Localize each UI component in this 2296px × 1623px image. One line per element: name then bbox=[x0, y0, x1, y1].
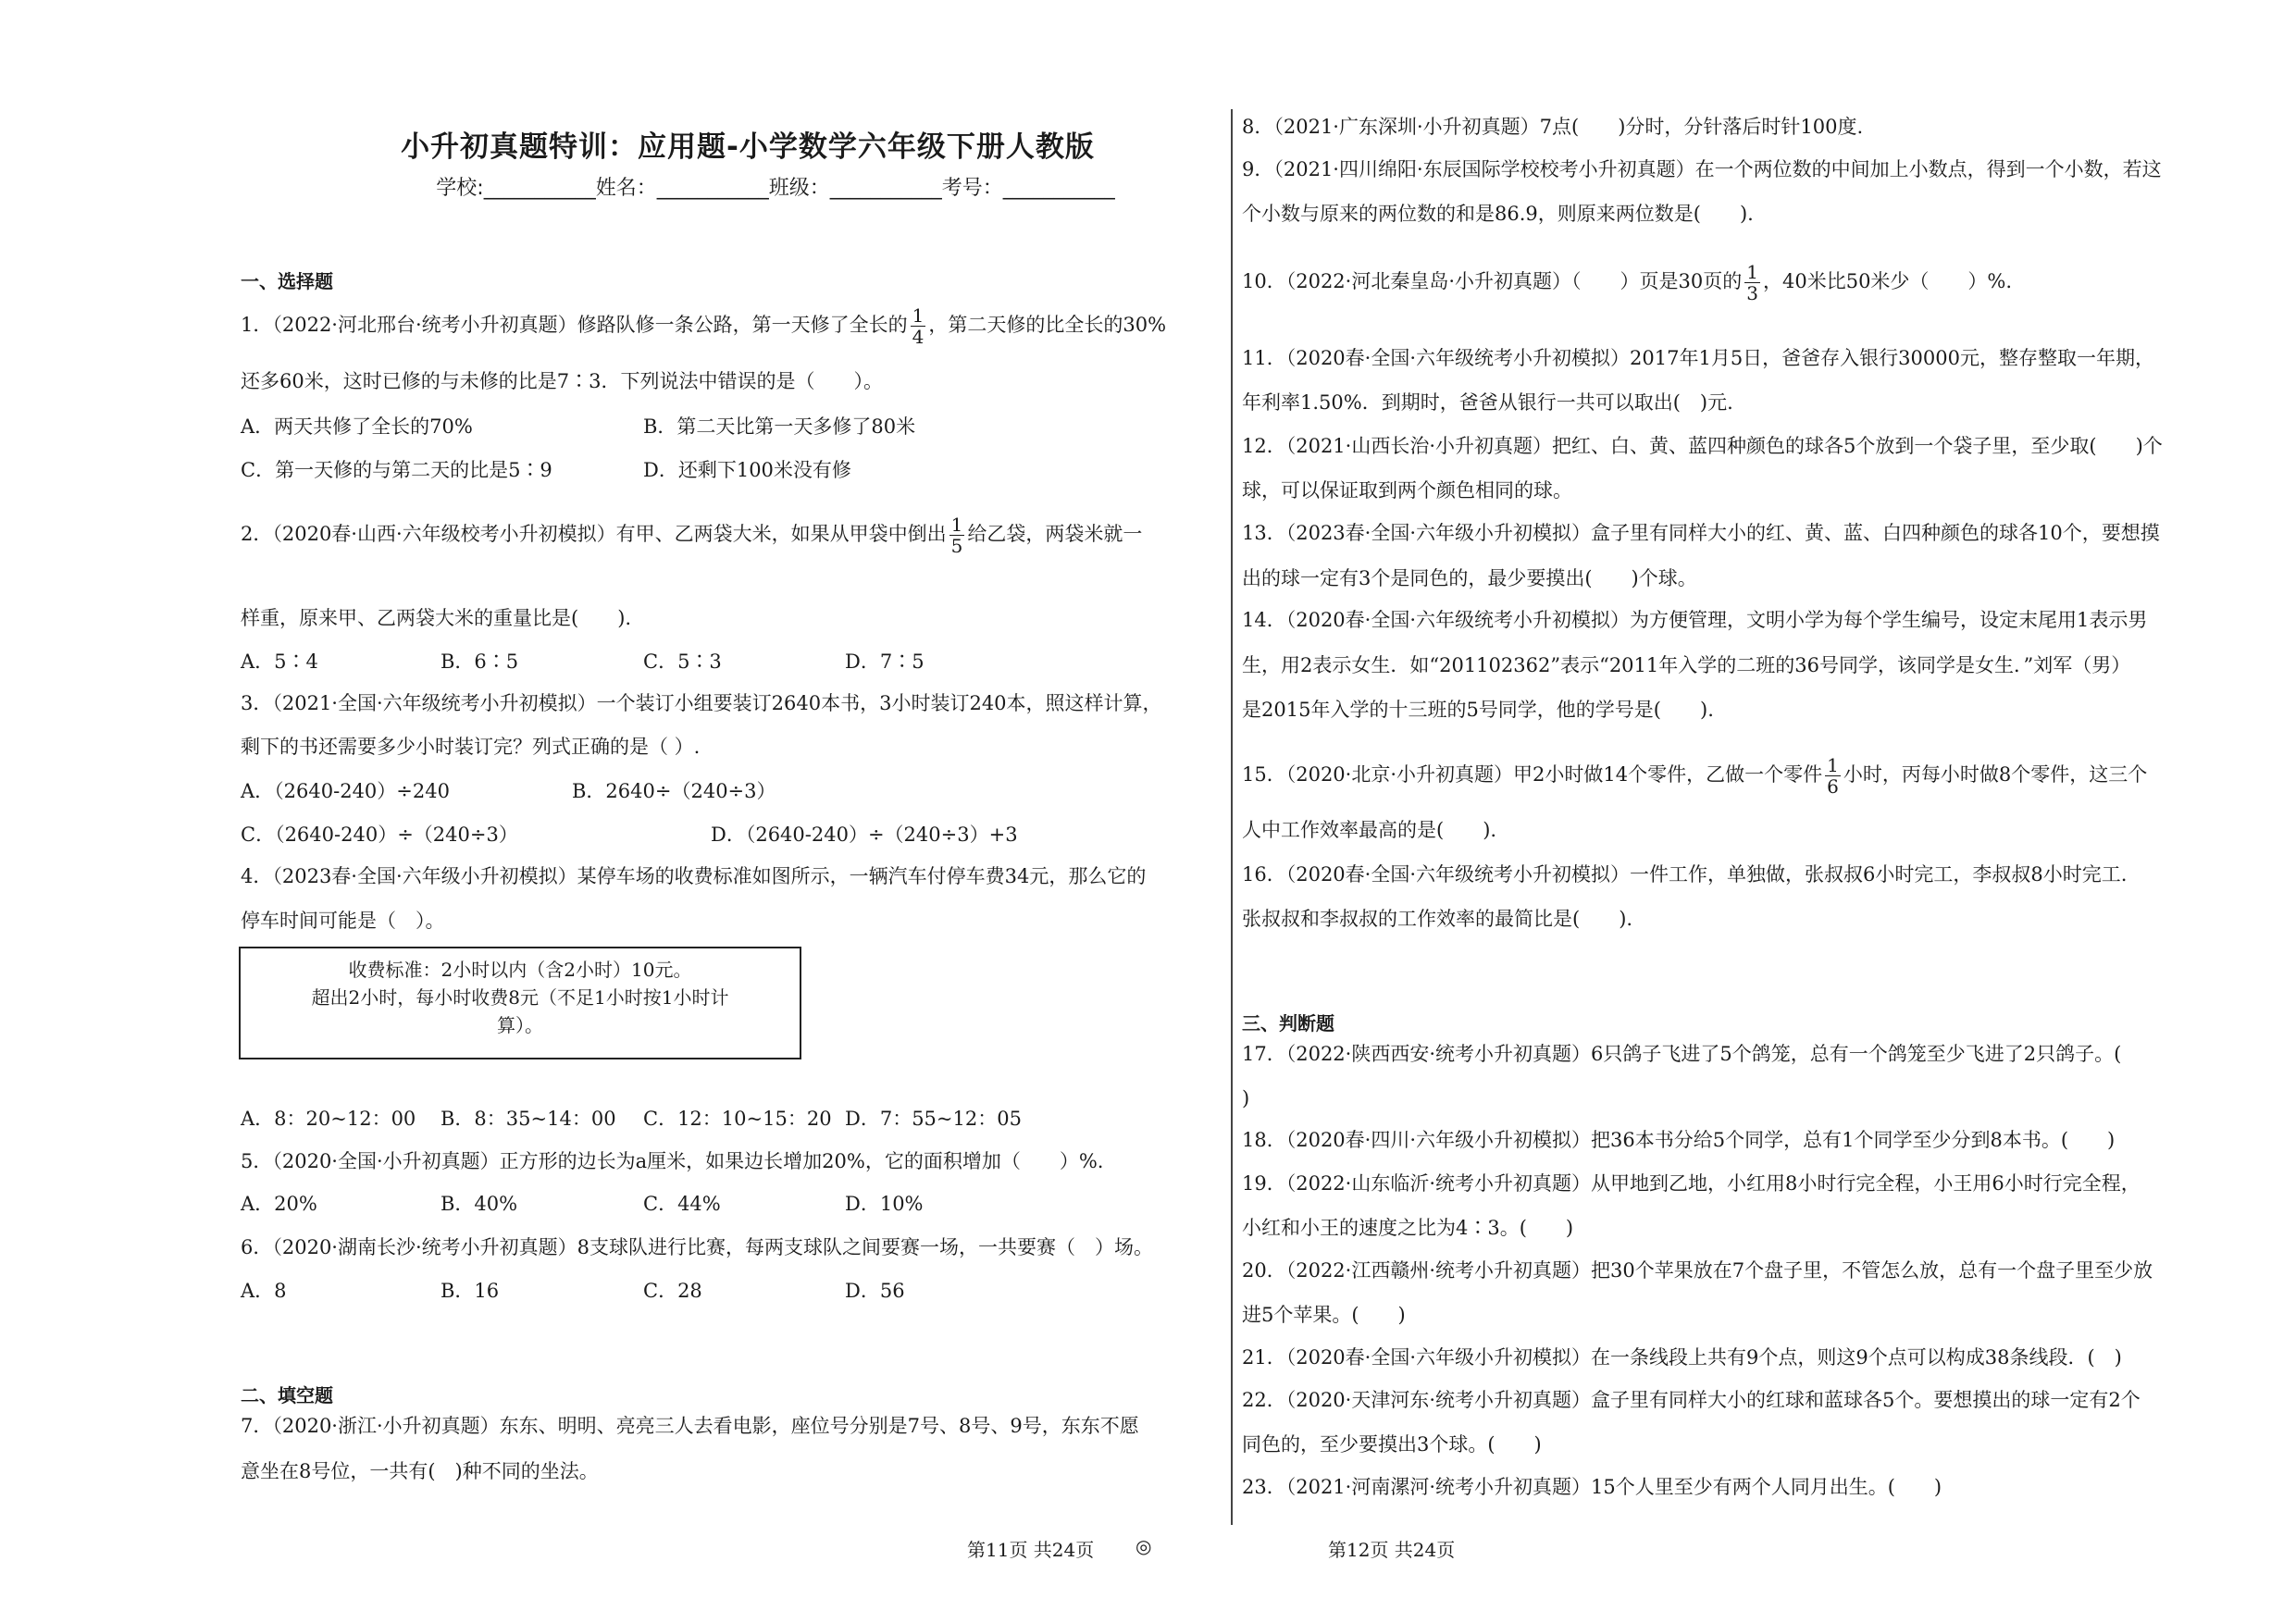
q4-option-d: D．7：55~12：05 bbox=[845, 1108, 1022, 1130]
q13-line1: 13．（2023春·全国·六年级小升初模拟）盒子里有同样大小的红、黄、蓝、白四种颜色的球各10个，要想摸 bbox=[1242, 522, 2160, 544]
footer-page-right: 第12页 共24页 bbox=[1328, 1539, 1456, 1561]
q6-line1: 6．（2020·湖南长沙·统考小升初真题）8支球队进行比赛，每两支球队之间要赛一场，一共要赛（ ）场。 bbox=[241, 1236, 1154, 1258]
q1-line2: 还多60米，这时已修的与未修的比是7∶3．下列说法中错误的是（ ）。 bbox=[241, 370, 883, 392]
q17-line2: ) bbox=[1242, 1087, 1250, 1109]
column-divider bbox=[1231, 109, 1233, 1525]
q23-line1: 23．（2021·河南漯河·统考小升初真题）15个人里至少有两个人同月出生。( ) bbox=[1242, 1476, 1942, 1498]
q19-line1: 19．（2022·山东临沂·统考小升初真题）从甲地到乙地，小红用8小时行完全程，小王用6小时行完全程， bbox=[1242, 1172, 2141, 1195]
fee-standard-box bbox=[239, 947, 801, 1059]
q5-option-a: A．20% bbox=[241, 1193, 317, 1215]
q6-option-c: C．28 bbox=[643, 1280, 702, 1302]
q18-line1: 18．（2020春·四川·六年级小升初模拟）把36本书分给5个同学，总有1个同学至少分到8本书。( ) bbox=[1242, 1129, 2116, 1151]
q14-line1: 14．（2020春·全国·六年级统考小升初模拟）为方便管理，文明小学为每个学生编号，设定末尾用1表示男 bbox=[1242, 609, 2148, 631]
q10-line1: 10．（2022·河北秦皇岛·小升初真题）（ ）页是30页的 $\frac{1}{3}$ ，40米比50米少（ ）%. bbox=[1242, 261, 2013, 304]
fee-line3: 算）。 bbox=[497, 1014, 543, 1036]
q14-line2: 生，用2表示女生．如“201102362”表示“2011年入学的二班的36号同学，该同学是女生．”刘军（男） bbox=[1242, 654, 2131, 676]
q2-line2: 样重，原来甲、乙两袋大米的重量比是( ). bbox=[241, 607, 632, 629]
q1-option-b: B．第二天比第一天多修了80米 bbox=[643, 415, 916, 438]
q4-option-b: B．8：35~14：00 bbox=[441, 1108, 616, 1130]
q8-line1: 8．（2021·广东深圳·小升初真题）7点( )分时，分针落后时针100度. bbox=[1242, 116, 1864, 138]
student-info-line: 学校:___________姓名：___________班级：___________考号：___________ bbox=[436, 177, 1115, 200]
q4-option-c: C．12：10~15：20 bbox=[643, 1108, 832, 1130]
q7-line1: 7．（2020·浙江·小升初真题）东东、明明、亮亮三人去看电影，座位号分别是7号、8号、9号，东东不愿 bbox=[241, 1415, 1139, 1437]
q5-line1: 5．（2020·全国·小升初真题）正方形的边长为a厘米，如果边长增加20%，它的面积增加（ ）%. bbox=[241, 1150, 1104, 1172]
fee-line2: 超出2小时，每小时收费8元（不足1小时按1小时计 bbox=[311, 986, 729, 1009]
footer-center-mark: ◎ bbox=[1136, 1535, 1152, 1557]
q20-line2: 进5个苹果。( ) bbox=[1242, 1304, 1406, 1326]
q14-line3: 是2015年入学的十三班的5号同学，他的学号是( ). bbox=[1242, 699, 1714, 721]
q5-option-c: C．44% bbox=[643, 1193, 721, 1215]
q12-line1: 12．（2021·山西长治·小升初真题）把红、白、黄、蓝四种颜色的球各5个放到一个袋子里，至少取( )个 bbox=[1242, 435, 2163, 457]
q3-option-a: A．（2640-240）÷240 bbox=[241, 780, 450, 802]
q9-line1: 9．（2021·四川绵阳·东辰国际学校校考小升初真题）在一个两位数的中间加上小数点，得到一个小数，若这 bbox=[1242, 158, 2162, 180]
q4-line1: 4．（2023春·全国·六年级小升初模拟）某停车场的收费标准如图所示，一辆汽车付停车费34元，那么它的 bbox=[241, 865, 1147, 887]
q16-line1: 16．（2020春·全国·六年级统考小升初模拟）一件工作，单独做，张叔叔6小时完工，李叔叔8小时完工. bbox=[1242, 863, 2128, 886]
q1-line1: 1．（2022·河北邢台·统考小升初真题）修路队修一条公路，第一天修了全长的 $\frac{1}{4}$ ，第二天修的比全长的30% bbox=[241, 304, 1167, 348]
q1-option-c: C．第一天修的与第二天的比是5∶9 bbox=[241, 459, 552, 481]
q15-line1: 15．（2020·北京·小升初真题）甲2小时做14个零件，乙做一个零件 $\frac{1}{6}$ 小时，丙每小时做8个零件，这三个 bbox=[1242, 754, 2148, 798]
q15-line2: 人中工作效率最高的是( ). bbox=[1242, 819, 1497, 841]
q16-line2: 张叔叔和李叔叔的工作效率的最简比是( ). bbox=[1242, 908, 1633, 930]
q5-option-d: D．10% bbox=[845, 1193, 924, 1215]
q11-line1: 11．（2020春·全国·六年级统考小升初模拟）2017年1月5日，爸爸存入银行30000元，整存整取一年期， bbox=[1242, 347, 2154, 369]
q5-option-b: B．40% bbox=[441, 1193, 518, 1215]
q1-fraction: $\frac{1}{4}$ bbox=[912, 304, 925, 348]
q2-option-c: C．5∶3 bbox=[643, 650, 722, 673]
q3-option-d: D．（2640-240）÷（240÷3）+3 bbox=[711, 824, 1018, 846]
fee-line1: 收费标准：2小时以内（含2小时）10元。 bbox=[348, 959, 692, 981]
q21-line1: 21．（2020春·全国·六年级小升初模拟）在一条线段上共有9个点，则这9个点可以构成38条线段．( ) bbox=[1242, 1346, 2122, 1369]
q10-fraction: $\frac{1}{3}$ bbox=[1746, 261, 1758, 304]
q2-option-a: A．5∶4 bbox=[241, 650, 318, 673]
q13-line2: 出的球一定有3个是同色的，最少要摸出( )个球。 bbox=[1242, 567, 1697, 589]
footer-page-left: 第11页 共24页 bbox=[967, 1539, 1095, 1561]
page-title: 小升初真题特训：应用题-小学数学六年级下册人教版 bbox=[401, 130, 1095, 164]
q6-option-a: A．8 bbox=[241, 1280, 287, 1302]
section-judge: 三、判断题 bbox=[1242, 1012, 1334, 1035]
q4-line2: 停车时间可能是（ ）。 bbox=[241, 910, 445, 932]
q2-option-b: B．6∶5 bbox=[441, 650, 519, 673]
q12-line2: 球，可以保证取到两个颜色相同的球。 bbox=[1242, 479, 1572, 502]
q3-option-b: B．2640÷（240÷3） bbox=[572, 780, 776, 802]
q17-line1: 17．（2022·陕西西安·统考小升初真题）6只鸽子飞进了5个鸽笼，总有一个鸽笼至少飞进了2只鸽子。( bbox=[1242, 1043, 2122, 1065]
q20-line1: 20．（2022·江西赣州·统考小升初真题）把30个苹果放在7个盘子里，不管怎么放，总有一个盘子里至少放 bbox=[1242, 1259, 2153, 1282]
q2-fraction: $\frac{1}{5}$ bbox=[950, 514, 963, 557]
q2-line1: 2．（2020春·山西·六年级校考小升初模拟）有甲、乙两袋大米，如果从甲袋中倒出 $\frac{1}{5}$ 给乙袋，两袋米就一 bbox=[241, 514, 1143, 557]
section-fill: 二、填空题 bbox=[241, 1384, 333, 1406]
q3-line1: 3．（2021·全国·六年级统考小升初模拟）一个装订小组要装订2640本书，3小时装订240本，照这样计算， bbox=[241, 692, 1162, 714]
q4-option-a: A．8：20~12：00 bbox=[241, 1108, 416, 1130]
q3-line2: 剩下的书还需要多少小时装订完？列式正确的是（ ）. bbox=[241, 736, 701, 758]
q9-line2: 个小数与原来的两位数的和是86.9，则原来两位数是( ). bbox=[1242, 203, 1754, 225]
q19-line2: 小红和小王的速度之比为4∶3。( ) bbox=[1242, 1217, 1574, 1239]
q6-option-d: D．56 bbox=[845, 1280, 905, 1302]
q11-line2: 年利率1.50%．到期时，爸爸从银行一共可以取出( )元. bbox=[1242, 391, 1733, 414]
q1-option-d: D．还剩下100米没有修 bbox=[643, 459, 851, 481]
q6-option-b: B．16 bbox=[441, 1280, 500, 1302]
q1-option-a: A．两天共修了全长的70% bbox=[241, 415, 473, 438]
q2-option-d: D．7∶5 bbox=[845, 650, 925, 673]
q22-line1: 22．（2020·天津河东·统考小升初真题）盒子里有同样大小的红球和蓝球各5个。要想摸出的球一定有2个 bbox=[1242, 1389, 2141, 1411]
q15-fraction: $\frac{1}{6}$ bbox=[1827, 754, 1839, 798]
section-choice: 一、选择题 bbox=[241, 270, 333, 292]
q3-option-c: C．（2640-240）÷（240÷3） bbox=[241, 824, 518, 846]
q22-line2: 同色的，至少要摸出3个球。( ) bbox=[1242, 1433, 1542, 1456]
q7-line2: 意坐在8号位，一共有( )种不同的坐法。 bbox=[241, 1460, 599, 1482]
